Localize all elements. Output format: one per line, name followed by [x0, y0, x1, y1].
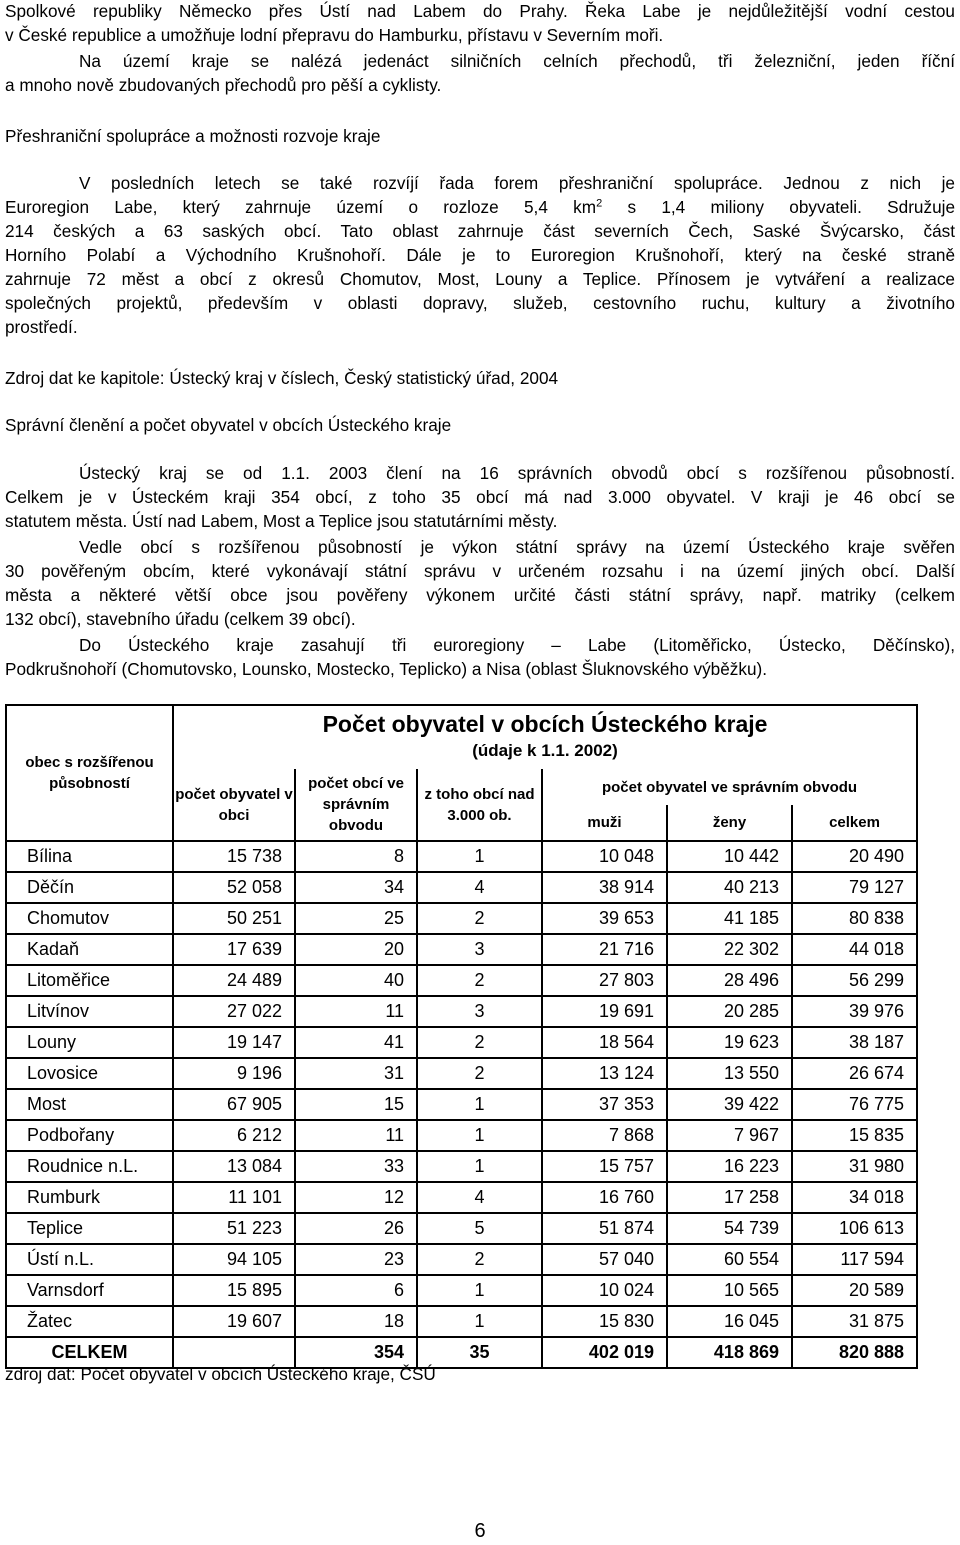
table-row	[6, 1151, 917, 1182]
cell-muzi: 15 830	[542, 1306, 667, 1337]
header-pocet-obyvatel: počet obyvatel v obci	[173, 769, 295, 841]
table-row	[6, 996, 917, 1027]
cell-zeny: 10 565	[667, 1275, 792, 1306]
cell-muzi: 15 757	[542, 1151, 667, 1182]
cell-celkem: 31 875	[792, 1306, 917, 1337]
text-line: společných projektů, především v oblasti dopravy, služeb, cestovního ruchu, kultury a životního	[5, 293, 955, 313]
cell-celkem: 26 674	[792, 1058, 917, 1089]
cell-nad-3000: 2	[417, 1244, 542, 1275]
cell-nad-3000: 1	[417, 1089, 542, 1120]
cell-zeny: 40 213	[667, 872, 792, 903]
cell-celkem: 44 018	[792, 934, 917, 965]
cell-pocet-obci: 31	[295, 1058, 417, 1089]
cell-zeny: 13 550	[667, 1058, 792, 1089]
text-span: s 1,4 miliony obyvateli. Sdružuje	[602, 197, 956, 217]
cell-pocet-obci: 40	[295, 965, 417, 996]
text-line: Vedle obcí s rozšířenou působností je výkon státní správy na území Ústeckého kraje svěřen	[79, 537, 955, 557]
cell-muzi: 7 868	[542, 1120, 667, 1151]
cell-nad-3000: 4	[417, 1182, 542, 1213]
cell-nad-3000: 1	[417, 841, 542, 872]
cell-obec: Bílina	[6, 841, 173, 872]
cell-pocet-obyvatel: 50 251	[173, 903, 295, 934]
cell-pocet-obyvatel: 15 895	[173, 1275, 295, 1306]
cell-nad-3000: 2	[417, 903, 542, 934]
cell-pocet-obyvatel: 13 084	[173, 1151, 295, 1182]
cell-muzi: 18 564	[542, 1027, 667, 1058]
cell-obec: Litoměřice	[6, 965, 173, 996]
cell-zeny: 17 258	[667, 1182, 792, 1213]
cell-obec: CELKEM	[6, 1337, 173, 1368]
text-line: a mnoho nově zbudovaných přechodů pro pěší a cyklisty.	[5, 75, 442, 95]
cell-zeny: 20 285	[667, 996, 792, 1027]
section-heading-cross-border: Přeshraniční spolupráce a možnosti rozvoje kraje	[5, 126, 381, 146]
cell-celkem: 20 589	[792, 1275, 917, 1306]
text-span: Euroregion Labe, který zahrnuje území o rozloze 5,4 km	[5, 197, 597, 217]
cell-zeny: 10 442	[667, 841, 792, 872]
cell-muzi: 51 874	[542, 1213, 667, 1244]
cell-muzi: 10 024	[542, 1275, 667, 1306]
cell-pocet-obci: 26	[295, 1213, 417, 1244]
cell-nad-3000: 4	[417, 872, 542, 903]
cell-obec: Teplice	[6, 1213, 173, 1244]
chapter-source: Zdroj dat ke kapitole: Ústecký kraj v číslech, Český statistický úřad, 2004	[5, 368, 559, 388]
cell-pocet-obci: 25	[295, 903, 417, 934]
table-row	[6, 1182, 917, 1213]
cell-pocet-obci: 6	[295, 1275, 417, 1306]
cell-muzi: 10 048	[542, 841, 667, 872]
cell-obec: Louny	[6, 1027, 173, 1058]
cell-pocet-obci: 34	[295, 872, 417, 903]
table-row	[6, 1244, 917, 1275]
header-zeny: ženy	[667, 805, 792, 841]
text-line: Na území kraje se nalézá jedenáct silničních celních přechodů, tři železniční, jeden říční	[79, 51, 955, 71]
population-table	[5, 704, 918, 1369]
cell-pocet-obci: 33	[295, 1151, 417, 1182]
cell-nad-3000: 1	[417, 1151, 542, 1182]
cell-muzi: 16 760	[542, 1182, 667, 1213]
cell-pocet-obci: 41	[295, 1027, 417, 1058]
cell-pocet-obyvatel: 6 212	[173, 1120, 295, 1151]
cell-obec: Roudnice n.L.	[6, 1151, 173, 1182]
cell-celkem: 38 187	[792, 1027, 917, 1058]
cell-pocet-obyvatel: 52 058	[173, 872, 295, 903]
cell-nad-3000: 3	[417, 996, 542, 1027]
cell-pocet-obci: 15	[295, 1089, 417, 1120]
header-obec: obec s rozšířenou působností	[6, 705, 173, 841]
cell-zeny: 60 554	[667, 1244, 792, 1275]
cell-muzi: 57 040	[542, 1244, 667, 1275]
cell-nad-3000: 5	[417, 1213, 542, 1244]
table-row	[6, 1213, 917, 1244]
header-pocet-obci: počet obcí ve správním obvodu	[295, 769, 417, 841]
text-line: Ústecký kraj se od 1.1. 2003 člení na 16 správních obvodů obcí s rozšířenou působností.	[79, 463, 955, 483]
cell-zeny: 54 739	[667, 1213, 792, 1244]
text-line: Celkem je v Ústeckém kraji 354 obcí, z toho 35 obcí má nad 3.000 obyvatel. V kraji je 46 obcí se	[5, 487, 955, 507]
cell-zeny: 39 422	[667, 1089, 792, 1120]
table-row	[6, 1027, 917, 1058]
cell-obec: Podbořany	[6, 1120, 173, 1151]
text-line: Spolkové republiky Německo přes Ústí nad Labem do Prahy. Řeka Labe je nejdůležitější vodní cestou	[5, 1, 955, 21]
table-row	[6, 872, 917, 903]
table-row	[6, 934, 917, 965]
cell-nad-3000: 1	[417, 1306, 542, 1337]
cell-zeny: 28 496	[667, 965, 792, 996]
cell-pocet-obyvatel: 51 223	[173, 1213, 295, 1244]
text-line: města a některé větší obce jsou pověřeny výkonem určité části státní správy, např. matriky (celkem	[5, 585, 955, 605]
table-subtitle: (údaje k 1.1. 2002)	[472, 741, 618, 760]
cell-celkem: 76 775	[792, 1089, 917, 1120]
cell-zeny: 19 623	[667, 1027, 792, 1058]
cell-zeny: 41 185	[667, 903, 792, 934]
cell-pocet-obyvatel: 15 738	[173, 841, 295, 872]
table-row	[6, 1058, 917, 1089]
header-nad-3000: z toho obcí nad 3.000 ob.	[417, 769, 542, 841]
cell-celkem: 106 613	[792, 1213, 917, 1244]
table-row	[6, 1120, 917, 1151]
cell-pocet-obci: 8	[295, 841, 417, 872]
header-muzi: muži	[542, 805, 667, 841]
cell-obec: Litvínov	[6, 996, 173, 1027]
text-line: 30 pověřeným obcím, které vykonávají státní správu v určeném rozsahu i na území jiných obcí. Další	[5, 561, 955, 581]
table-title-cell	[173, 705, 917, 769]
cell-pocet-obyvatel: 67 905	[173, 1089, 295, 1120]
cell-obec: Děčín	[6, 872, 173, 903]
table-row	[6, 1275, 917, 1306]
cell-obec: Lovosice	[6, 1058, 173, 1089]
cell-obec: Ústí n.L.	[6, 1244, 173, 1275]
cell-celkem: 80 838	[792, 903, 917, 934]
table-row	[6, 841, 917, 872]
cell-obec: Kadaň	[6, 934, 173, 965]
cell-nad-3000: 2	[417, 1058, 542, 1089]
cell-muzi: 39 653	[542, 903, 667, 934]
text-line: 132 obcí), stavebního úřadu (celkem 39 obcí).	[5, 609, 356, 629]
page-number: 6	[474, 1520, 486, 1542]
cell-pocet-obci: 23	[295, 1244, 417, 1275]
table-row	[6, 1089, 917, 1120]
superscript: 2	[596, 197, 603, 210]
cell-muzi: 27 803	[542, 965, 667, 996]
cell-obec: Varnsdorf	[6, 1275, 173, 1306]
text-line: statutem města. Ústí nad Labem, Most a Teplice jsou statutárními městy.	[5, 511, 558, 531]
cell-pocet-obci: 11	[295, 1120, 417, 1151]
cell-muzi: 37 353	[542, 1089, 667, 1120]
cell-obec: Most	[6, 1089, 173, 1120]
cell-pocet-obyvatel: 17 639	[173, 934, 295, 965]
text-line	[5, 196, 955, 219]
cell-zeny: 7 967	[667, 1120, 792, 1151]
cell-obec: Žatec	[6, 1306, 173, 1337]
text-line: zahrnuje 72 měst a obcí z okresů Chomutov, Most, Louny a Teplice. Přínosem je vytváření a realizace	[5, 269, 955, 289]
cell-zeny: 418 869	[667, 1337, 792, 1368]
table-row	[6, 903, 917, 934]
cell-pocet-obyvatel: 11 101	[173, 1182, 295, 1213]
table-title: Počet obyvatel v obcích Ústeckého kraje	[322, 711, 768, 737]
cell-nad-3000: 3	[417, 934, 542, 965]
cell-nad-3000: 35	[417, 1337, 542, 1368]
cell-pocet-obyvatel: 27 022	[173, 996, 295, 1027]
cell-muzi: 19 691	[542, 996, 667, 1027]
cell-zeny: 16 223	[667, 1151, 792, 1182]
text-line: V posledních letech se také rozvíjí řada forem přeshraniční spolupráce. Jednou z nich je	[79, 173, 955, 193]
cell-celkem: 39 976	[792, 996, 917, 1027]
header-group-obyvatel: počet obyvatel ve správním obvodu	[542, 769, 917, 805]
cell-nad-3000: 2	[417, 1027, 542, 1058]
cell-muzi: 402 019	[542, 1337, 667, 1368]
cell-celkem: 117 594	[792, 1244, 917, 1275]
cell-zeny: 22 302	[667, 934, 792, 965]
cell-obec: Rumburk	[6, 1182, 173, 1213]
cell-pocet-obci: 18	[295, 1306, 417, 1337]
cell-celkem: 20 490	[792, 841, 917, 872]
cell-pocet-obyvatel: 9 196	[173, 1058, 295, 1089]
text-line: Do Ústeckého kraje zasahují tři euroregiony – Labe (Litoměřicko, Ústecko, Děčínsko),	[79, 635, 955, 655]
table-row	[6, 1306, 917, 1337]
cell-celkem: 31 980	[792, 1151, 917, 1182]
text-line: v České republice a umožňuje lodní přepravu do Hamburku, přístavu v Severním moři.	[5, 25, 664, 45]
cell-zeny: 16 045	[667, 1306, 792, 1337]
cell-pocet-obyvatel: 24 489	[173, 965, 295, 996]
cell-pocet-obyvatel: 94 105	[173, 1244, 295, 1275]
text-line: 214 českých a 63 saských obcí. Tato oblast zahrnuje část severních Čech, Saské Švýcarsko, část	[5, 221, 955, 241]
cell-nad-3000: 2	[417, 965, 542, 996]
cell-pocet-obci: 20	[295, 934, 417, 965]
cell-pocet-obci: 354	[295, 1337, 417, 1368]
cell-celkem: 56 299	[792, 965, 917, 996]
section-heading-administrative: Správní členění a počet obyvatel v obcích Ústeckého kraje	[5, 415, 452, 435]
cell-celkem: 34 018	[792, 1182, 917, 1213]
cell-celkem: 820 888	[792, 1337, 917, 1368]
header-celkem: celkem	[792, 805, 917, 841]
cell-celkem: 15 835	[792, 1120, 917, 1151]
cell-nad-3000: 1	[417, 1120, 542, 1151]
table-source: zdroj dat: Počet obyvatel v obcích Ústeckého kraje, ČSÚ	[5, 1364, 436, 1384]
text-line: Podkrušnohoří (Chomutovsko, Lounsko, Mostecko, Teplicko) a Nisa (oblast Šluknovského výběžku).	[5, 659, 768, 679]
text-line: prostředí.	[5, 317, 78, 337]
cell-pocet-obyvatel: 19 147	[173, 1027, 295, 1058]
cell-celkem: 79 127	[792, 872, 917, 903]
cell-pocet-obyvatel: 19 607	[173, 1306, 295, 1337]
cell-muzi: 13 124	[542, 1058, 667, 1089]
cell-pocet-obci: 12	[295, 1182, 417, 1213]
cell-muzi: 38 914	[542, 872, 667, 903]
cell-pocet-obci: 11	[295, 996, 417, 1027]
cell-muzi: 21 716	[542, 934, 667, 965]
table-body	[6, 841, 917, 1368]
text-line: Horního Polabí a Východního Krušnohoří. Dále je to Euroregion Krušnohoří, který na české straně	[5, 245, 955, 265]
table-row	[6, 965, 917, 996]
cell-nad-3000: 1	[417, 1275, 542, 1306]
cell-obec: Chomutov	[6, 903, 173, 934]
